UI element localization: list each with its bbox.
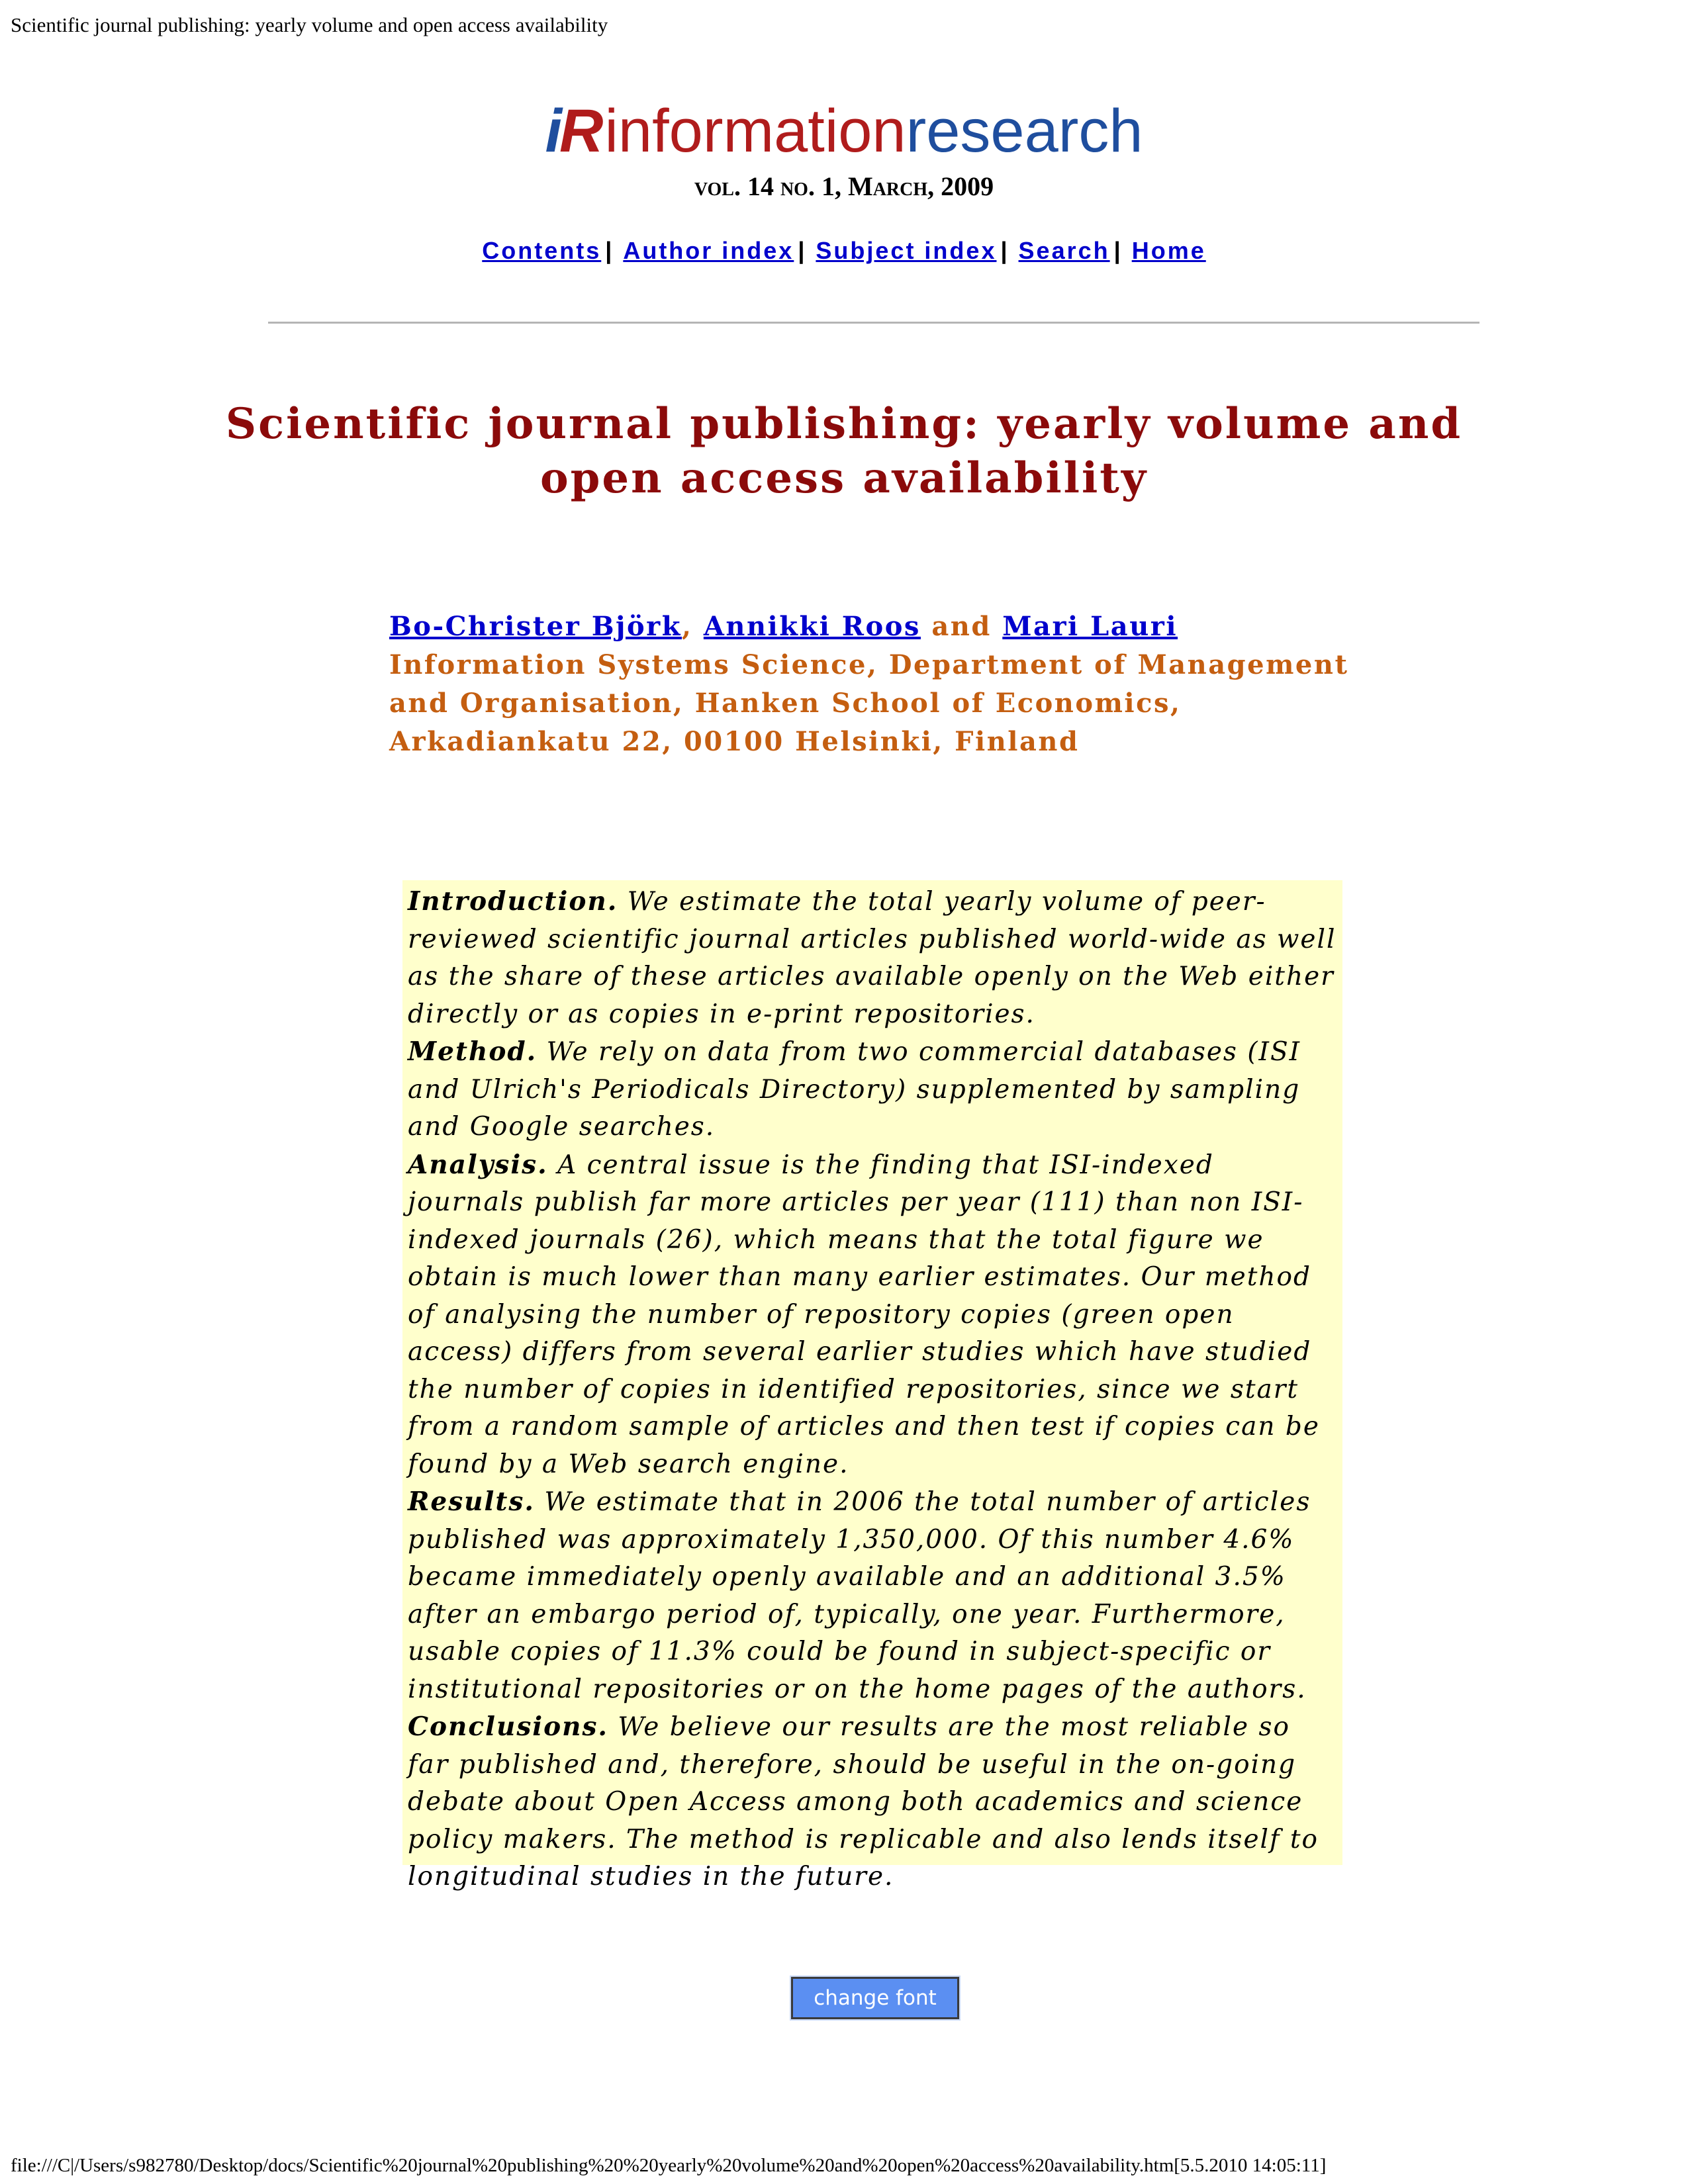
abstract-method-text: We rely on data from two commercial databases (ISI and Ulrich's Periodicals Directory) supplemented by sampling and Google searches. [408,1037,1301,1142]
print-page-header: Scientific journal publishing: yearly volume and open access availability [11,13,608,36]
abstract-introduction-label: Introduction. [408,886,618,917]
change-font-button[interactable]: change font [791,1977,959,2019]
information-research-logo[interactable] [0,98,1688,164]
author-affiliation: Information Systems Science, Department of Management and Organisation, Hanken School of Economics, Arkadiankatu 22, 00100 Helsinki, Finland [389,649,1349,757]
abstract-introduction-text: We estimate the total yearly volume of peer-reviewed scientific journal articles published world-wide as well as the share of these articles available openly on the Web either directly or as copies in e-print repositories. [408,887,1336,1029]
abstract-analysis-text: A central issue is the finding that ISI-indexed journals publish far more articles per year (111) than non ISI-indexed journals (26), which means that the total figure we obtain is much lower than many earlier estimates. Our method of analysing the number of repository copies (green open access) differs from several earlier studies which have studied the number of copies in identified repositories, since we start from a random sample of articles and then test if copies can be found by a Web search engine. [408,1150,1320,1479]
nav-separator: | [1113,237,1123,264]
author-block [389,608,1395,761]
abstract-analysis-label: Analysis. [408,1149,548,1180]
abstract-conclusions-label: Conclusions. [408,1711,608,1742]
author-link-roos[interactable]: Annikki Roos [703,611,921,642]
journal-nav-bar [0,237,1688,265]
nav-separator: | [1000,237,1009,264]
logo-word-research: research [906,97,1143,165]
ir-logo-r: R [559,97,601,165]
article-title-line-2: open access availability [539,453,1149,503]
abstract-results-label: Results. [408,1486,535,1517]
article-title-line-1: Scientific journal publishing: yearly volume and [225,399,1463,449]
volume-issue-line: vol. 14 no. 1, March, 2009 [694,171,994,201]
author-link-bjork[interactable]: Bo-Christer Björk [389,611,682,642]
abstract-conclusions-text: We believe our results are the most reliable so far published and, therefore, should be useful in the on-going debate about Open Access among both academics and science policy makers. The method is replicable and also lends itself to longitudinal studies in the future. [408,1712,1319,1891]
author-and: and [931,611,992,642]
print-page-footer-url: file:///C|/Users/s982780/Desktop/docs/Scientific%20journal%20publishing%20%20yearly%20volume%20and%20open%20access%20availability.htm[5.5.2010 14:05:11] [11,2155,1327,2176]
author-line [389,608,1395,646]
nav-contents-link[interactable]: Contents [482,237,602,264]
header-divider [268,322,1479,324]
abstract-results-text: We estimate that in 2006 the total number of articles published was approximately 1,350,000. Of this number 4.6% became immediately openly available and an additional 3.5% after an embargo period of, typically, one year. Furthermore, usable copies of 11.3% could be found in subject-specific or institutional repositories or on the home pages of the authors. [408,1487,1311,1704]
nav-separator: | [798,237,807,264]
author-comma: , [681,611,693,642]
logo-word-information: information [604,97,906,165]
nav-home-link[interactable]: Home [1131,237,1206,264]
author-link-lauri[interactable]: Mari Lauri [1002,611,1178,642]
nav-author-index-link[interactable]: Author index [623,237,794,264]
ir-logo-mark [545,97,600,165]
ir-logo-i: i [545,97,560,165]
nav-search-link[interactable]: Search [1018,237,1110,264]
article-title [0,397,1688,506]
abstract-box [402,880,1342,1891]
nav-subject-index-link[interactable]: Subject index [816,237,997,264]
nav-separator: | [605,237,614,264]
abstract-method-label: Method. [408,1036,538,1067]
